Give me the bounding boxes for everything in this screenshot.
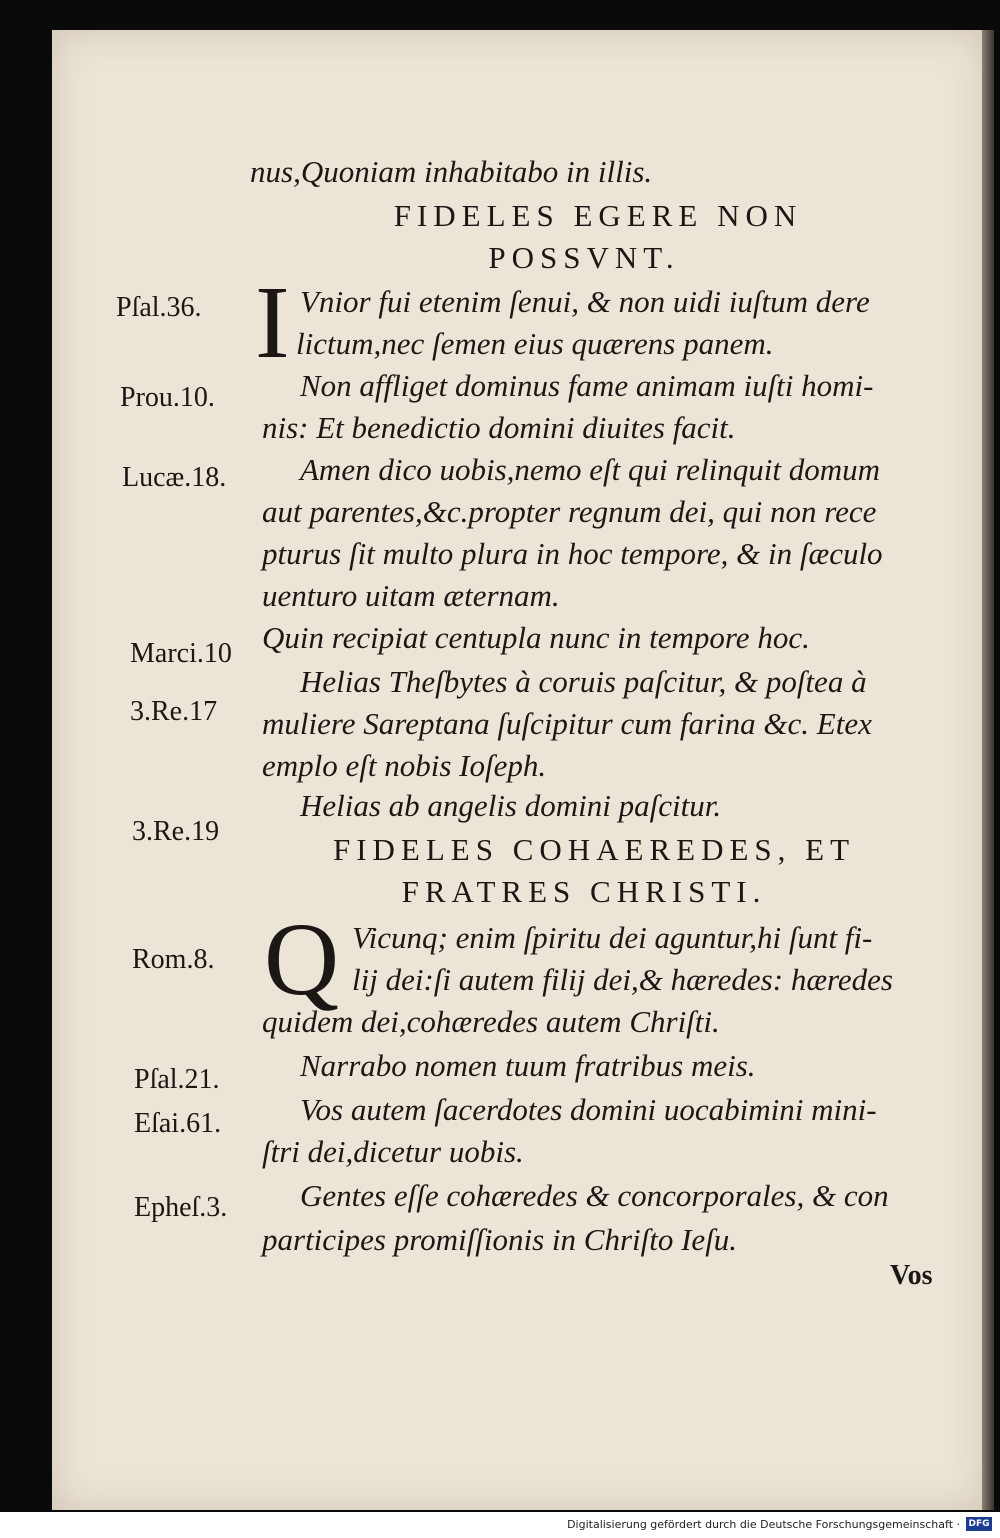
catchword: Vos [890,1260,933,1291]
text-line: quidem dei,cohæredes autem Chriſti. [262,1004,720,1039]
section-heading: POSSVNT. [488,240,680,275]
text-line: Gentes eſſe cohæredes & concorporales, & con [300,1178,889,1213]
text-line: aut parentes,&c.propter regnum dei, qui non rece [262,494,877,529]
text-line: lictum,nec ſemen eius quærens panem. [296,326,774,361]
dfg-logo[interactable]: DFG [966,1517,992,1531]
text-line: Quin recipiat centupla nunc in tempore hoc. [262,620,810,655]
text-line: ſtri dei,dicetur uobis. [262,1134,524,1169]
text-line: Vos autem ſacerdotes domini uocabimini mini- [300,1092,877,1127]
page-edge [982,30,994,1510]
text-line: uenturo uitam æternam. [262,578,560,613]
text-line: Vnior fui etenim ſenui, & non uidi iuſtum dere [300,284,870,319]
footer-bar [0,1512,1000,1538]
footer-credit: Digitalisierung gefördert durch die Deutsche Forschungsgemeinschaft · [567,1518,960,1531]
section-heading: FIDELES COHAEREDES, ET [332,832,856,867]
section-heading: FIDELES EGERE NON [393,198,803,233]
margin-note: Lucæ.18. [122,462,227,493]
margin-note: Marci.10 [130,638,232,669]
margin-note: Prou.10. [120,382,215,413]
text-line: lij dei:ſi autem filij dei,& hæredes: hæredes [352,962,893,997]
text-line: Amen dico uobis,nemo eſt qui relinquit domum [300,452,881,487]
text-line: Helias ab angelis domini paſcitur. [300,788,722,823]
drop-initial: I [255,265,290,380]
text-line: emplo eſt nobis Ioſeph. [262,748,547,783]
text-line: nis: Et benedictio domini diuites facit. [262,410,736,445]
text-line: pturus ſit multo plura in hoc tempore, & in ſæculo [262,536,883,571]
text-line: nus,Quoniam inhabitabo in illis. [250,154,653,189]
text-line: Narrabo nomen tuum fratribus meis. [300,1048,756,1083]
drop-initial: Q [264,902,340,1017]
text-line: Vicunq; enim ſpiritu dei aguntur,hi ſunt fi- [352,920,873,955]
text-line: Helias Theſbytes à coruis paſcitur, & poſtea à [300,664,867,699]
section-heading: FRATRES CHRISTI. [401,874,767,909]
text-line: participes promiſſionis in Chriſto Ieſu. [262,1222,738,1257]
margin-note: 3.Re.19 [132,816,220,847]
margin-note: Pſal.36. [116,292,202,323]
text-line: muliere Sareptana ſuſcipitur cum farina &c. Etex [262,706,872,741]
margin-note: Rom.8. [132,944,215,975]
margin-note: Pſal.21. [134,1064,220,1095]
text-line: Non affliget dominus fame animam iuſti homi- [300,368,874,403]
margin-note: Eſai.61. [134,1108,222,1139]
margin-note: Epheſ.3. [134,1192,228,1223]
margin-note: 3.Re.17 [130,696,218,727]
